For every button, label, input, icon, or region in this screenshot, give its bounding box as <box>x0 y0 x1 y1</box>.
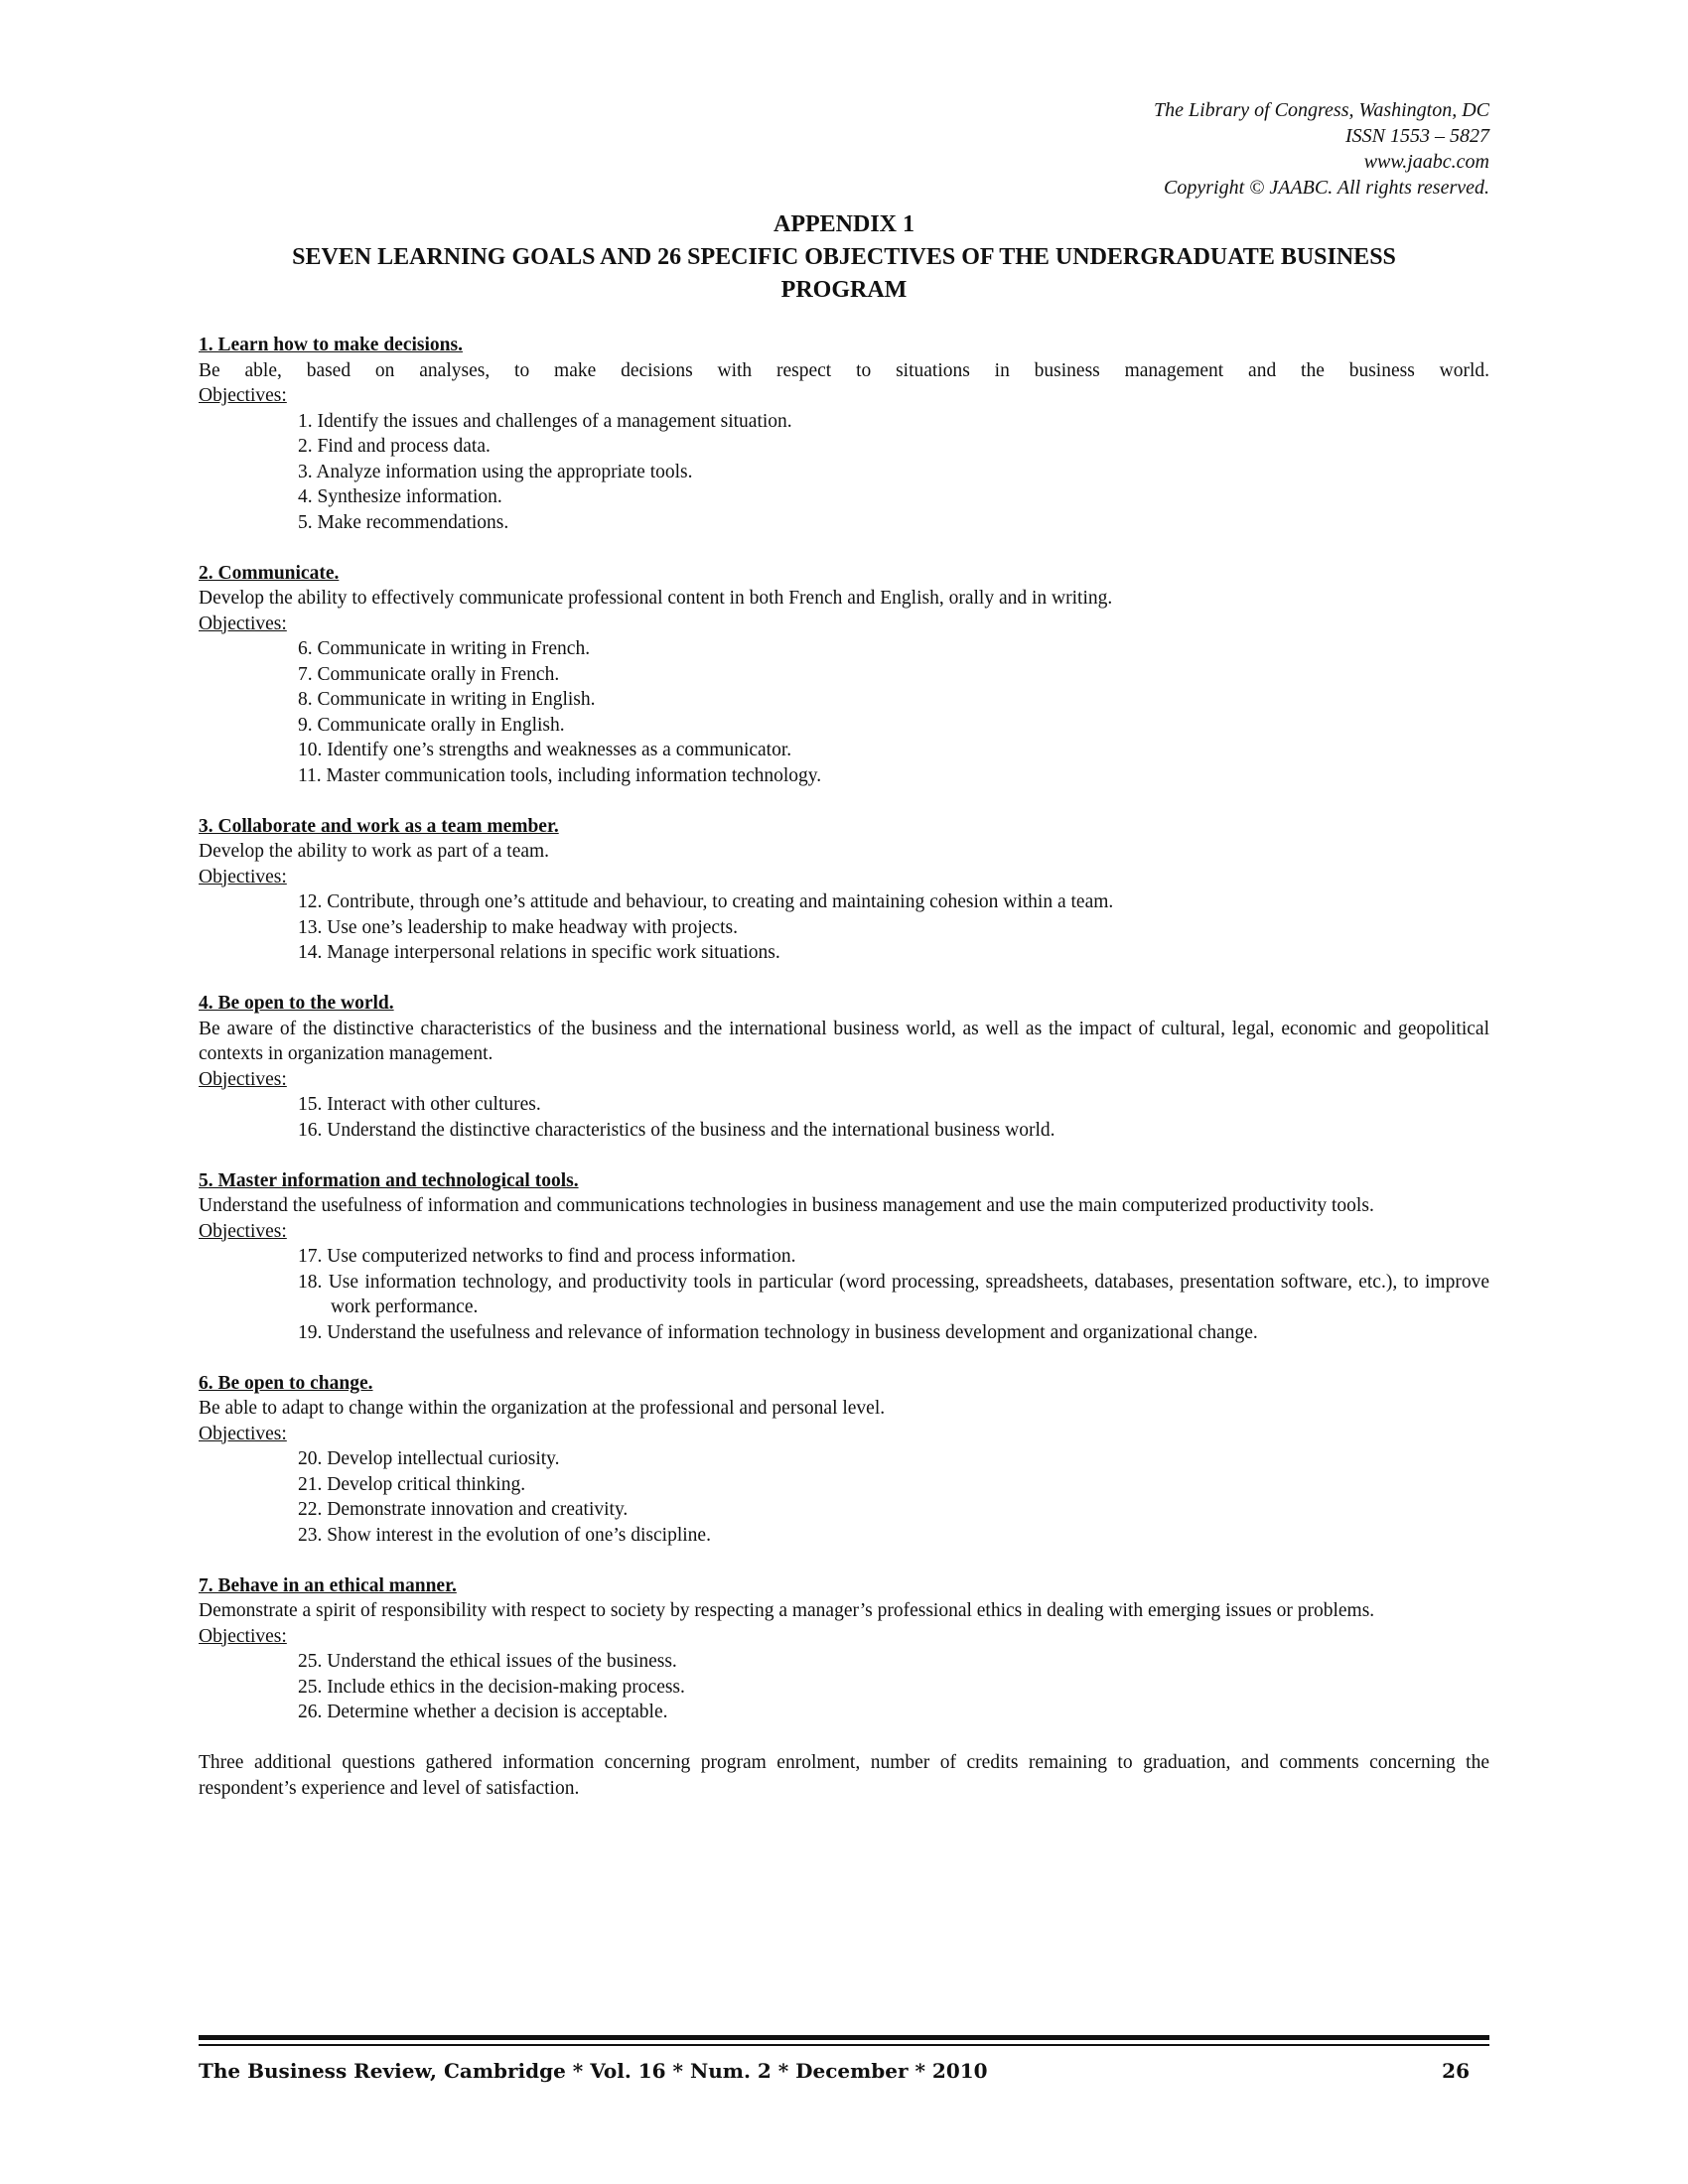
goal-description: Be able to adapt to change within the organization at the professional and personal level. <box>199 1398 886 1419</box>
objective-item: 4. Synthesize information. <box>298 486 502 507</box>
objectives-list <box>199 1446 1489 1548</box>
objectives-label: Objectives: <box>199 385 287 406</box>
appendix-title <box>199 208 1489 307</box>
objective-item: 5. Make recommendations. <box>298 511 509 533</box>
objective-item: 14. Manage interpersonal relations in specific work situations. <box>298 942 780 963</box>
goal-heading: 3. Collaborate and work as a team member. <box>199 815 559 837</box>
footer-journal-citation: The Business Review, Cambridge * Vol. 16 * Num. 2 * December * 2010 <box>199 2059 988 2083</box>
objective-item: 19. Understand the usefulness and relevance of information technology in business development and organizational change. <box>298 1321 1258 1343</box>
document-page <box>199 0 1489 2184</box>
objective-item: 15. Interact with other cultures. <box>298 1094 541 1115</box>
goal-heading: 5. Master information and technological tools. <box>199 1169 579 1191</box>
goal-heading: 7. Behave in an ethical manner. <box>199 1574 457 1596</box>
goal-section-5 <box>199 1168 1489 1346</box>
goal-description: Develop the ability to effectively communicate professional content in both French and English, orally and in writing. <box>199 588 1113 609</box>
objective-item: 1. Identify the issues and challenges of a management situation. <box>298 410 792 432</box>
objective-item: 23. Show interest in the evolution of one’s discipline. <box>298 1524 711 1546</box>
appendix-label: APPENDIX 1 <box>774 211 914 237</box>
objective-item: 20. Develop intellectual curiosity. <box>298 1448 560 1469</box>
appendix-title-line: PROGRAM <box>780 277 908 303</box>
goal-description: Understand the usefulness of information and communications technologies in business management and use the main computerized productivity tools. <box>199 1195 1374 1216</box>
objective-item: 12. Contribute, through one’s attitude and behaviour, to creating and maintaining cohesion within a team. <box>298 891 1114 912</box>
objectives-list <box>199 636 1489 788</box>
goal-section-2 <box>199 561 1489 789</box>
objectives-label: Objectives: <box>199 866 287 887</box>
goal-section-3 <box>199 814 1489 966</box>
footer-rule <box>199 2035 1489 2040</box>
goal-section-7 <box>199 1573 1489 1725</box>
objective-item: 9. Communicate orally in English. <box>298 714 565 736</box>
objective-item: 16. Understand the distinctive characteristics of the business and the international business world. <box>298 1119 1055 1141</box>
running-header <box>1154 97 1489 201</box>
objective-item: 25. Understand the ethical issues of the business. <box>298 1651 677 1672</box>
page-number: 26 <box>1442 2059 1470 2083</box>
objectives-label: Objectives: <box>199 1068 287 1090</box>
objectives-list <box>199 409 1489 536</box>
objective-item: 26. Determine whether a decision is acceptable. <box>298 1702 668 1722</box>
objective-item: 25. Include ethics in the decision-making process. <box>298 1676 685 1698</box>
footer-rule <box>199 2044 1489 2046</box>
objectives-list <box>199 1244 1489 1345</box>
goal-heading: 4. Be open to the world. <box>199 993 394 1014</box>
header-line-copyright: Copyright © JAABC. All rights reserved. <box>1164 177 1489 199</box>
goal-heading: 2. Communicate. <box>199 562 340 584</box>
objective-item: 11. Master communication tools, including information technology. <box>298 764 822 786</box>
objectives-label: Objectives: <box>199 1220 287 1242</box>
objectives-label: Objectives: <box>199 613 287 634</box>
goal-description: Be aware of the distinctive characteristics of the business and the international business world, as well as the impact of cultural, legal, economic and geopolitical contexts in organization management. <box>199 1018 1489 1064</box>
objective-item: 10. Identify one’s strengths and weaknesses as a communicator. <box>298 740 792 760</box>
objective-item: 8. Communicate in writing in English. <box>298 689 596 710</box>
goal-heading: 1. Learn how to make decisions. <box>199 335 463 355</box>
objective-item: 6. Communicate in writing in French. <box>298 638 591 659</box>
goal-section-6 <box>199 1371 1489 1549</box>
objectives-list <box>199 1649 1489 1725</box>
objective-item: 22. Demonstrate innovation and creativity. <box>298 1499 629 1520</box>
goal-section-4 <box>199 991 1489 1143</box>
objective-item: 3. Analyze information using the appropriate tools. <box>298 461 693 482</box>
objective-item: 17. Use computerized networks to find and process information. <box>298 1246 796 1267</box>
objective-item: 2. Find and process data. <box>298 436 491 457</box>
objectives-label: Objectives: <box>199 1625 287 1647</box>
closing-paragraph: Three additional questions gathered information concerning program enrolment, number of credits remaining to graduation, and comments concerning the respondent’s experience and level of satisfaction. <box>199 1752 1489 1799</box>
goal-description: Demonstrate a spirit of responsibility with respect to society by respecting a manager’s professional ethics in dealing with emerging issues or problems. <box>199 1600 1375 1621</box>
objectives-list <box>199 1092 1489 1143</box>
header-line-issn: ISSN 1553 – 5827 <box>1345 125 1489 147</box>
objectives-list <box>199 889 1489 966</box>
goal-heading: 6. Be open to change. <box>199 1372 373 1394</box>
objectives-label: Objectives: <box>199 1423 287 1444</box>
appendix-title-line: SEVEN LEARNING GOALS AND 26 SPECIFIC OBJECTIVES OF THE UNDERGRADUATE BUSINESS <box>292 244 1396 270</box>
header-line-website: www.jaabc.com <box>1363 151 1489 173</box>
header-line-library: The Library of Congress, Washington, DC <box>1153 99 1489 121</box>
objective-item: 7. Communicate orally in French. <box>298 663 560 685</box>
goal-description: Be able, based on analyses, to make decisions with respect to situations in business management and the business world. <box>199 359 1489 381</box>
objective-item: 18. Use information technology, and productivity tools in particular (word processing, spreadsheets, databases, presentation software, etc.), to improve work performance. <box>298 1271 1489 1317</box>
objective-item: 13. Use one’s leadership to make headway with projects. <box>298 916 738 938</box>
objective-item: 21. Develop critical thinking. <box>298 1473 526 1495</box>
goal-description: Develop the ability to work as part of a team. <box>199 841 550 862</box>
goals-content <box>199 333 1489 1801</box>
goal-section-1 <box>199 333 1489 535</box>
